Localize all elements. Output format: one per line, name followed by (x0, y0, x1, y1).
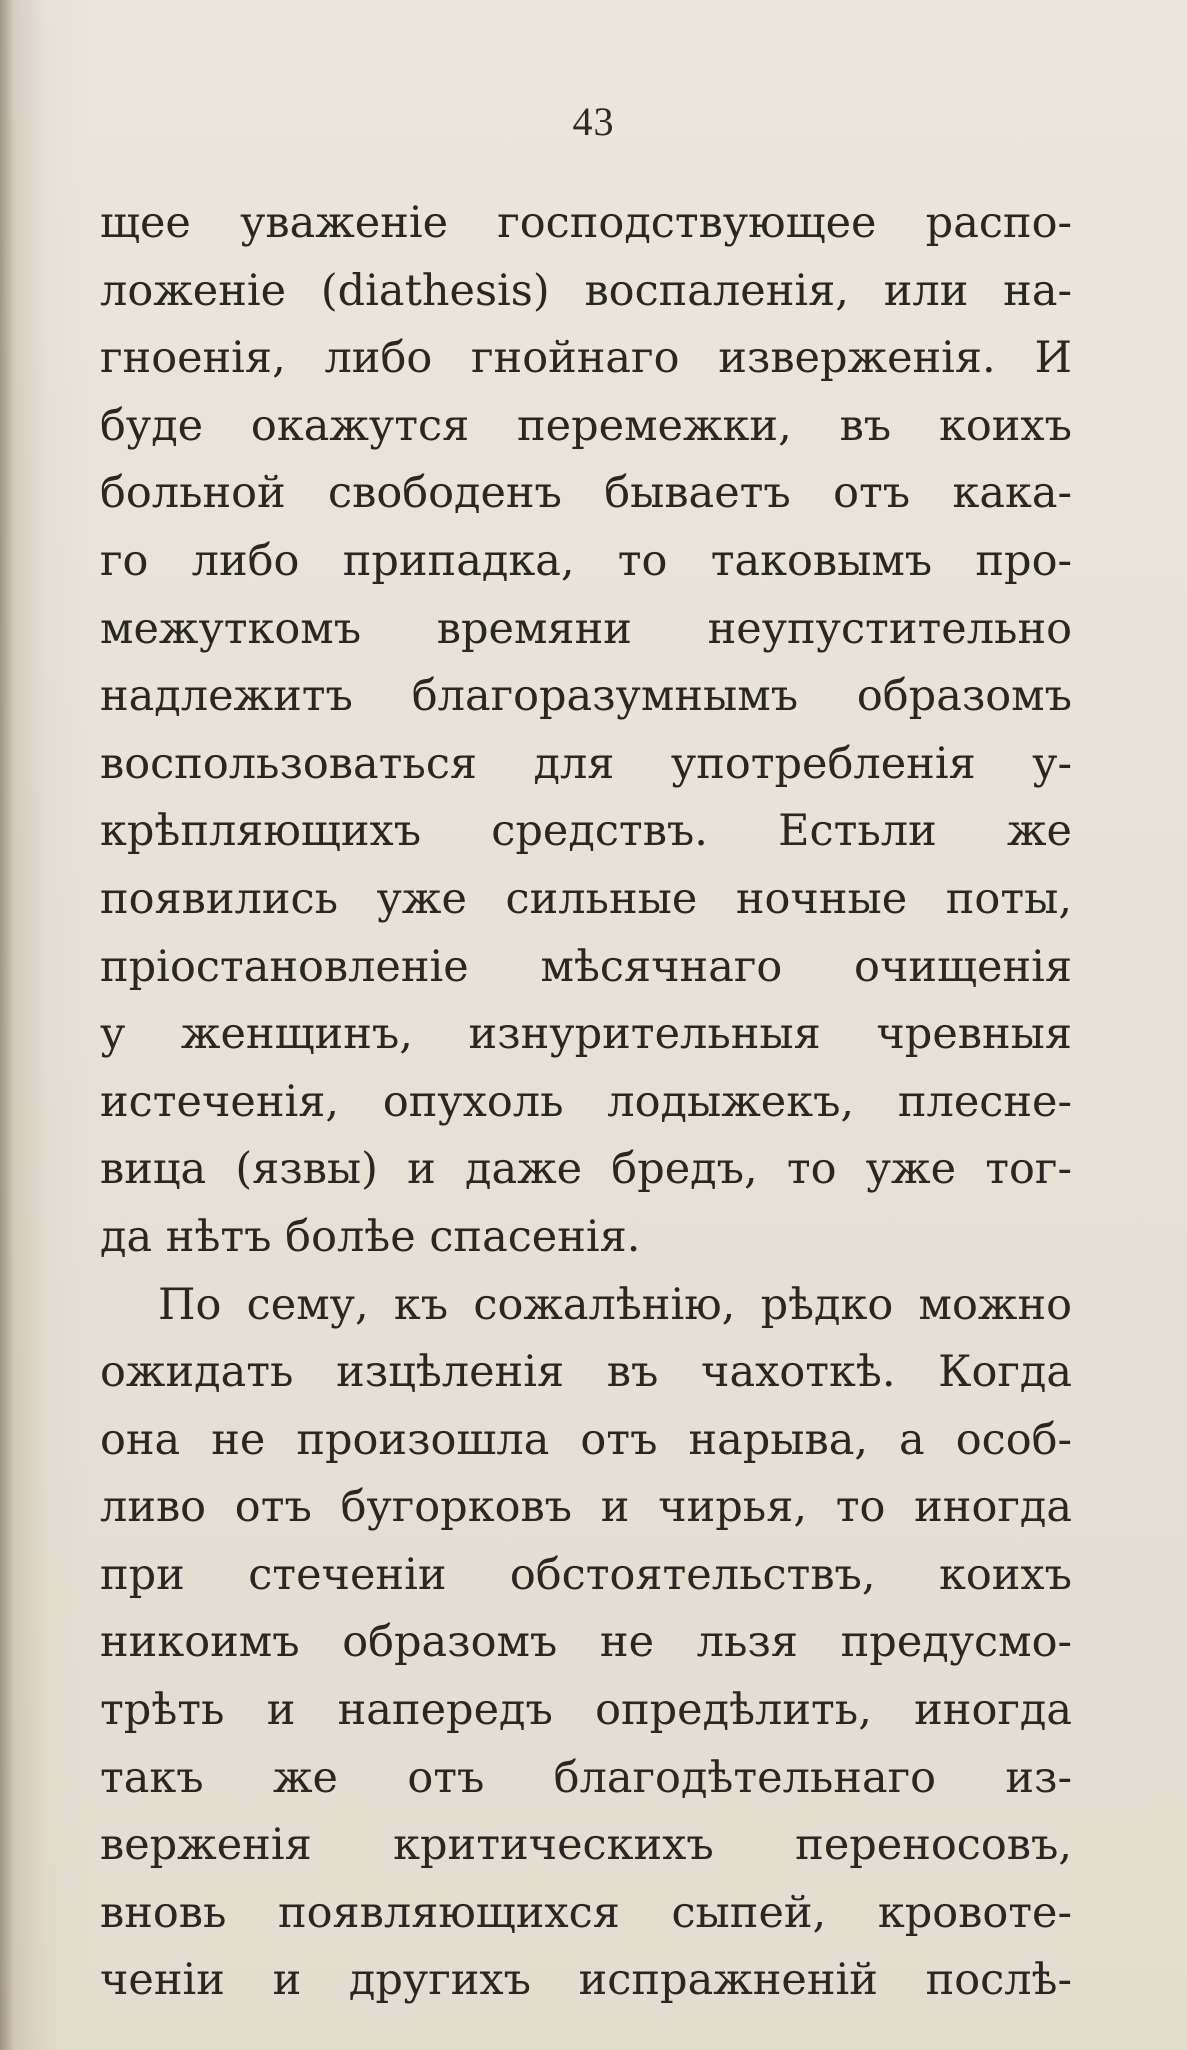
text-line: ложеніе (diathesis) воспаленія, или на- (100, 265, 1072, 316)
text-line: вица (язвы) и даже бредъ, то уже тог- (100, 1144, 1072, 1195)
text-line: ливо отъ бугорковъ и чирья, то иногда (100, 1482, 1072, 1533)
text-line: гноенія, либо гнойнаго изверженія. И (100, 333, 1072, 384)
text-line: ченіи и другихъ испражненій послѣ- (100, 1955, 1072, 2006)
text-line: верженія критическихъ переносовъ, (100, 1820, 1072, 1871)
text-line: вновь появляющихся сыпей, кровоте- (100, 1887, 1072, 1938)
text-line: она не произошла отъ нарыва, а особ- (100, 1414, 1072, 1465)
text-line: истеченія, опухоль лодыжекъ, плесне- (100, 1076, 1072, 1127)
page-binding-shadow (0, 0, 14, 2050)
text-line: По сему, къ сожалѣнію, рѣдко можно (158, 1279, 1072, 1330)
text-line: межуткомъ времяни неупустительно (100, 603, 1072, 654)
body-text (100, 190, 1072, 2015)
text-line: такъ же отъ благодѣтельнаго из- (100, 1752, 1072, 1803)
text-line: пріостановленіе мѣсячнаго очищенія (100, 941, 1072, 992)
text-line: появились уже сильные ночные поты, (100, 873, 1072, 924)
text-line: крѣпляющихъ средствъ. Естьли же (100, 806, 1072, 857)
text-line: воспользоваться для употребленія у- (100, 738, 1072, 789)
text-line: щее уваженіе господствующее распо- (100, 198, 1072, 248)
page-number: 43 (572, 99, 615, 144)
text-line: да нѣтъ болѣе спасенія. (100, 1211, 641, 1262)
text-line: у женщинъ, изнурительныя чревныя (100, 1009, 1072, 1060)
text-line: надлежитъ благоразумнымъ образомъ (100, 671, 1072, 722)
text-line: больной свободенъ бываетъ отъ кака- (100, 468, 1072, 519)
text-line: го либо припадка, то таковымъ про- (100, 535, 1072, 586)
text-line: никоимъ образомъ не льзя предусмо- (100, 1617, 1072, 1668)
text-line: при стеченіи обстоятельствъ, коихъ (100, 1549, 1072, 1600)
text-line: ожидать изцѣленія въ чахоткѣ. Когда (100, 1347, 1072, 1398)
text-line: трѣть и напередъ опредѣлить, иногда (100, 1685, 1072, 1736)
text-line: буде окажутся перемежки, въ коихъ (100, 400, 1072, 451)
